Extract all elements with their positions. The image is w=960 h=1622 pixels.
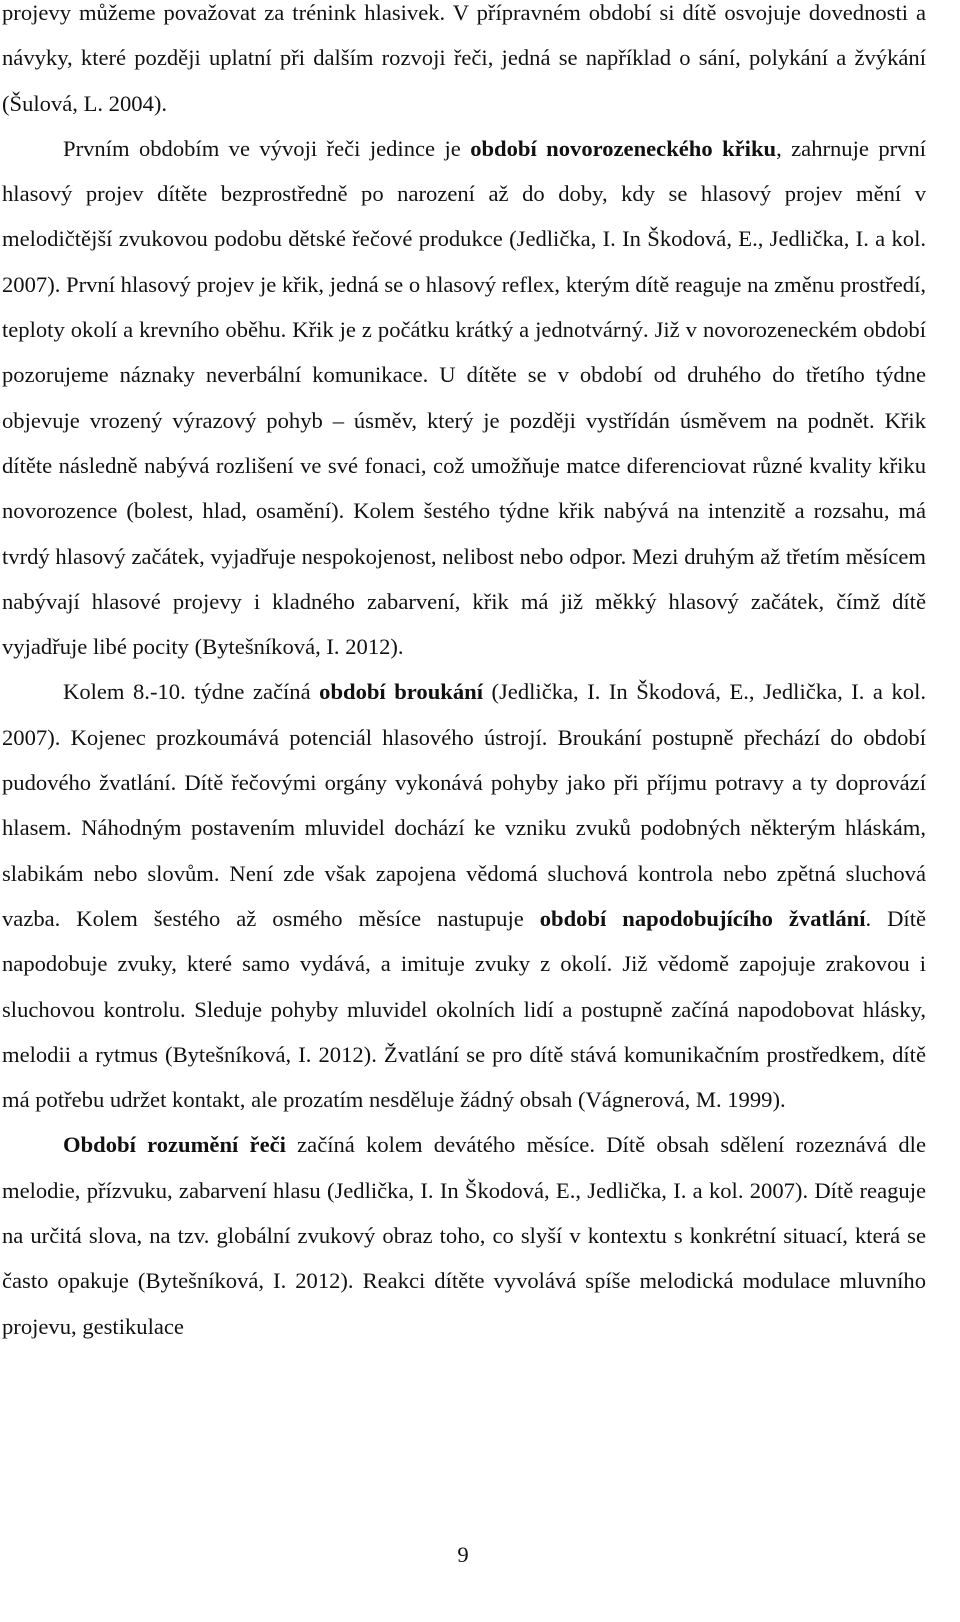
paragraph-1-text-cont: , zahrnuje první hlasový projev dítěte bezprostředně po narození až do doby, kdy se hlasový projev mění v melodičtější zvukovou podobu dětské řečové produkce (Jedlička, I. In Škodová, E., Jedlička, I. a kol. 2007). První hlasový projev je křik, jedná se o hlasový reflex, kterým dítě reaguje na změnu prostředí, teploty okolí a krevního oběhu. Křik je z počátku krátký a jednotvárný. Již v novorozeneckém období pozorujeme náznaky neverbální komunikace. U dítěte se v období od druhého do třetího týdne objevuje vrozený výrazový pohyb – úsměv, který je později vystřídán úsměvem na podnět. Křik dítěte následně nabývá rozlišení ve své fonaci, což umožňuje matce diferenciovat různé kvality křiku novorozence (bolest, hlad, osamění). Kolem šestého týdne křik nabývá na intenzitě a rozsahu, má tvrdý hlasový začátek, vyjadřuje nespokojenost, nelibost nebo odpor. Mezi druhým až třetím měsícem nabývají hlasové projevy i kladného zabarvení, křik má již měkký hlasový začátek, čímž dítě vyjadřuje libé pocity (Bytešníková, I. 2012). bbox=[2, 135, 927, 660]
paragraph-2-text-end: . Dítě napodobuje zvuky, které samo vydává, a imituje zvuky z okolí. Již vědomě zapojuje zrakovou i sluchovou kontrolu. Sleduje pohyby mluvidel okolních lidí a postupně začíná napodobovat hlásky, melodii a rytmus (Bytešníková, I. 2012). Žvatlání se pro dítě stává komunikačním prostředkem, dítě má potřebu udržet kontakt, ale prozatím nesděluje žádný obsah (Vágnerová, M. 1999). bbox=[2, 905, 926, 1113]
term-napodobujici-zvatlani: období napodobujícího žvatlání bbox=[539, 905, 866, 931]
paragraph-0 bbox=[2, 0, 926, 126]
term-novorozenecky-kriky: období novorozeneckého křiku bbox=[470, 135, 777, 161]
term-brouk: období broukání bbox=[319, 679, 483, 705]
paragraph-2-text-cont: (Jedlička, I. In Škodová, E., Jedlička, I. a kol. 2007). Kojenec prozkoumává potenciál hlasového ústrojí. Broukání postupně přechází do období pudového žvatlání. Dítě řečovými orgány vykonává pohyby jako při příjmu potravy a ty doprovází hlasem. Náhodným postavením mluvidel dochází ke vzniku zvuků podobných některým hláskám, slabikám nebo slovům. Není zde však zapojena vědomá sluchová kontrola nebo zpětná sluchová vazba. Kolem šestého až osmého měsíce nastupuje bbox=[2, 679, 926, 931]
paragraph-3-text: začíná kolem devátého měsíce. Dítě obsah sdělení rozeznává dle melodie, přízvuku, zabarvení hlasu (Jedlička, I. In Škodová, E., Jedlička, I. a kol. 2007). Dítě reaguje na určitá slova, na tzv. globální zvukový obraz toho, co slyší v kontextu s konkrétní situací, která se často opakuje (Bytešníková, I. 2012). Reakci dítěte vyvolává spíše melodická modulace mluvního projevu, gestikulace bbox=[2, 1132, 926, 1339]
paragraph-0-text: projevy můžeme považovat za trénink hlasivek. V přípravném období si dítě osvojuje dovednosti a návyky, které později uplatní při dalším rozvoji řeči, jedná se například o sání, polykání a žvýkání (Šulová, L. 2004). bbox=[2, 0, 926, 116]
paragraph-2 bbox=[2, 669, 926, 1122]
page-number: 9 bbox=[457, 1542, 469, 1567]
paragraph-1-text: Prvním obdobím ve vývoji řeči jedince je bbox=[63, 135, 471, 161]
paragraph-2-text: Kolem 8.-10. týdne začíná bbox=[63, 679, 320, 705]
term-rozumeni-reci: Období rozumění řeči bbox=[63, 1132, 286, 1158]
paragraph-1 bbox=[2, 126, 926, 670]
document-text bbox=[2, 0, 926, 1349]
paragraph-3 bbox=[2, 1122, 926, 1348]
